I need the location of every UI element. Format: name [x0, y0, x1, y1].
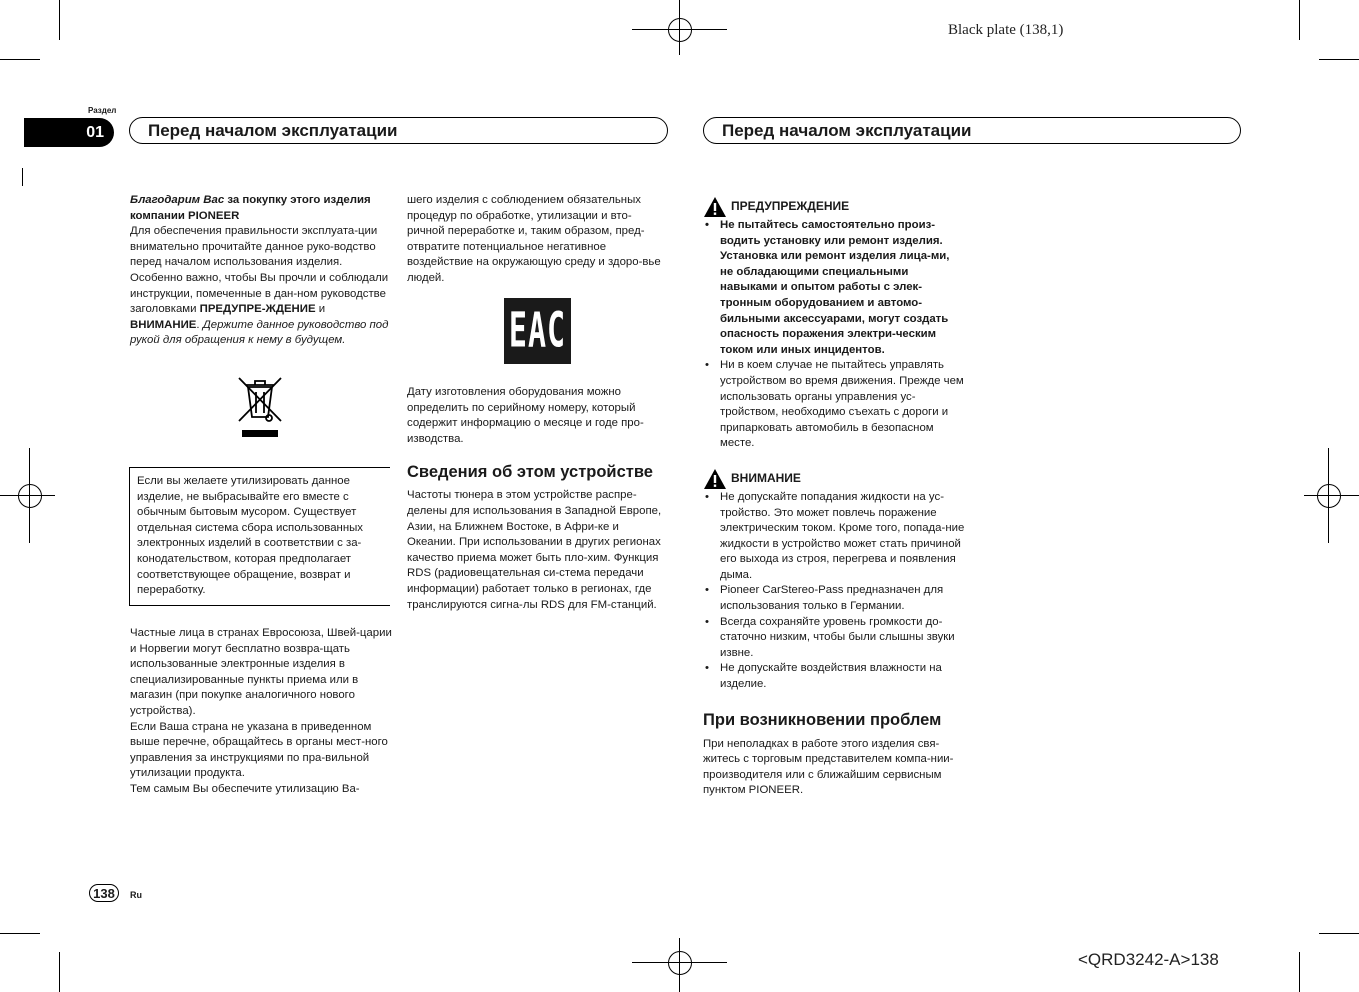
column-2 — [407, 193, 665, 287]
paragraph: Частоты тюнера в этом устройстве распре-делены для использования в Западной Европе, Азии, на Ближнем Востоке, в Афри-ке и Океании. При использовании в других регионах качество приема может быть пло-хим. Функция RDS (радиовещательная си-стема передачи информации) работает только в регионах, где транслируются сигна-лы RDS для FM-станций. — [407, 489, 662, 611]
paragraph: При неполадках в работе этого изделия свя-житесь с торговым представителем компа-нии-производителя или с ближайшим сервисным пунктом PIONEER. — [703, 737, 954, 797]
left-page-header — [129, 117, 668, 144]
warning-item: • Ни в коем случае не пытайтесь управлять устройством во время движения. Прежде чем использовать органы управления ус-тройством, необходимо съехать с дороги и припарковать автомобиль в безопасном месте. — [703, 358, 965, 452]
eac-logo: EAC — [504, 298, 571, 364]
document-code: <QRD3242-A>138 — [1078, 950, 1219, 969]
caution-item: • Pioneer CarStereo-Pass предназначен для использования только в Германии. — [703, 583, 965, 614]
page-number: 138 — [89, 884, 119, 902]
section-heading: При возникновении проблем — [703, 710, 942, 729]
caution-item: • Не допускайте воздействия влажности на изделие. — [703, 661, 965, 692]
column-3 — [703, 196, 965, 799]
paragraph: Тем самым Вы обеспечите утилизацию Ва- — [130, 782, 360, 795]
section-number-tab — [24, 118, 114, 147]
caution-item: • Всегда сохраняйте уровень громкости до-статочно низким, чтобы были слышны звуки извне. — [703, 615, 965, 662]
crossed-bin-icon — [236, 375, 284, 439]
paragraph: Дату изготовления оборудования можно определить по серийному номеру, который содержит информацию о месяце и годе про-изводства. — [407, 386, 644, 445]
section-label: Раздел — [88, 106, 117, 115]
disposal-notice-text: Если вы желаете утилизировать данное изделие, не выбрасывайте его вместе с обычным бытовым мусором. Существует отдельная система сбора использованных электронных изделий в соответствии с за-конодательством, которая предполагает соответствующее обращение, возврат и переработку. — [137, 475, 364, 597]
warning-title: ПРЕДУПРЕЖДЕНИЕ — [703, 196, 965, 218]
caution-icon — [703, 468, 727, 490]
right-page-header — [703, 117, 1241, 144]
paragraph: Если Ваша страна не указана в приведенном выше перечне, обращайтесь в органы мест-ного управления за инструкциями по пра-вильной утилизации продукта. — [130, 720, 388, 780]
warning-item: • Не пытайтесь самостоятельно произ-водить установку или ремонт изделия. Установка или ремонт изделия лица-ми, не обладающими специальными навыками и опытом работы с элек-тронным оборудованием и автомо-бильными аксессуарами, могут создать опасность поражения электри-ческим током или иных инцидентов. — [703, 218, 965, 358]
column-1 — [130, 193, 391, 349]
paragraph: шего изделия с соблюдением обязательных процедур по обработке, утилизации и вто-ричной переработке и, таким образом, пред-отвратите потенциальное негативное воздействие на окружающую среду и здоро-вье людей. — [407, 194, 661, 284]
section-number: 01 — [86, 123, 104, 141]
intro-heading: Благодарим Вас за покупку этого изделия компании PIONEER — [130, 194, 371, 222]
warning-list — [703, 218, 965, 452]
language-code: Ru — [130, 890, 142, 900]
right-page-title: Перед началом эксплуатации — [722, 120, 972, 140]
caution-title: ВНИМАНИЕ — [703, 468, 965, 490]
column-1-lower — [130, 626, 392, 798]
paragraph: Частные лица в странах Евросоюза, Швей-царии и Норвегии могут бесплатно возвра-щать использованные электронные изделия в специализированные пункты приема или в магазин (при покупке аналогичного нового устройства). — [130, 627, 392, 717]
section-heading: Сведения об этом устройстве — [407, 463, 653, 482]
left-page-title: Перед началом эксплуатации — [148, 120, 398, 140]
caution-list — [703, 490, 965, 693]
column-2-lower — [407, 385, 667, 613]
disposal-notice-box — [129, 467, 390, 606]
plate-label: Black plate (138,1) — [948, 22, 1064, 38]
intro-paragraph: Для обеспечения правильности эксплуата-ции внимательно прочитайте данное руко-водство перед началом использования изделия. Особенно важно, чтобы Вы прочли и соблюдали инструкции, помеченные в дан-ном руководстве заголовками ПРЕДУПРЕ-ЖДЕНИЕ и ВНИМАНИЕ. Держите данное руководство под рукой для обращения к нему в будущем. — [130, 225, 389, 347]
caution-item: • Не допускайте попадания жидкости на ус-тройство. Это может повлечь поражение электрическим током. Кроме того, попада-ние жидкости в устройство может стать причиной его выхода из строя, перегрева и появления дыма. — [703, 490, 965, 584]
warning-icon — [703, 196, 727, 218]
